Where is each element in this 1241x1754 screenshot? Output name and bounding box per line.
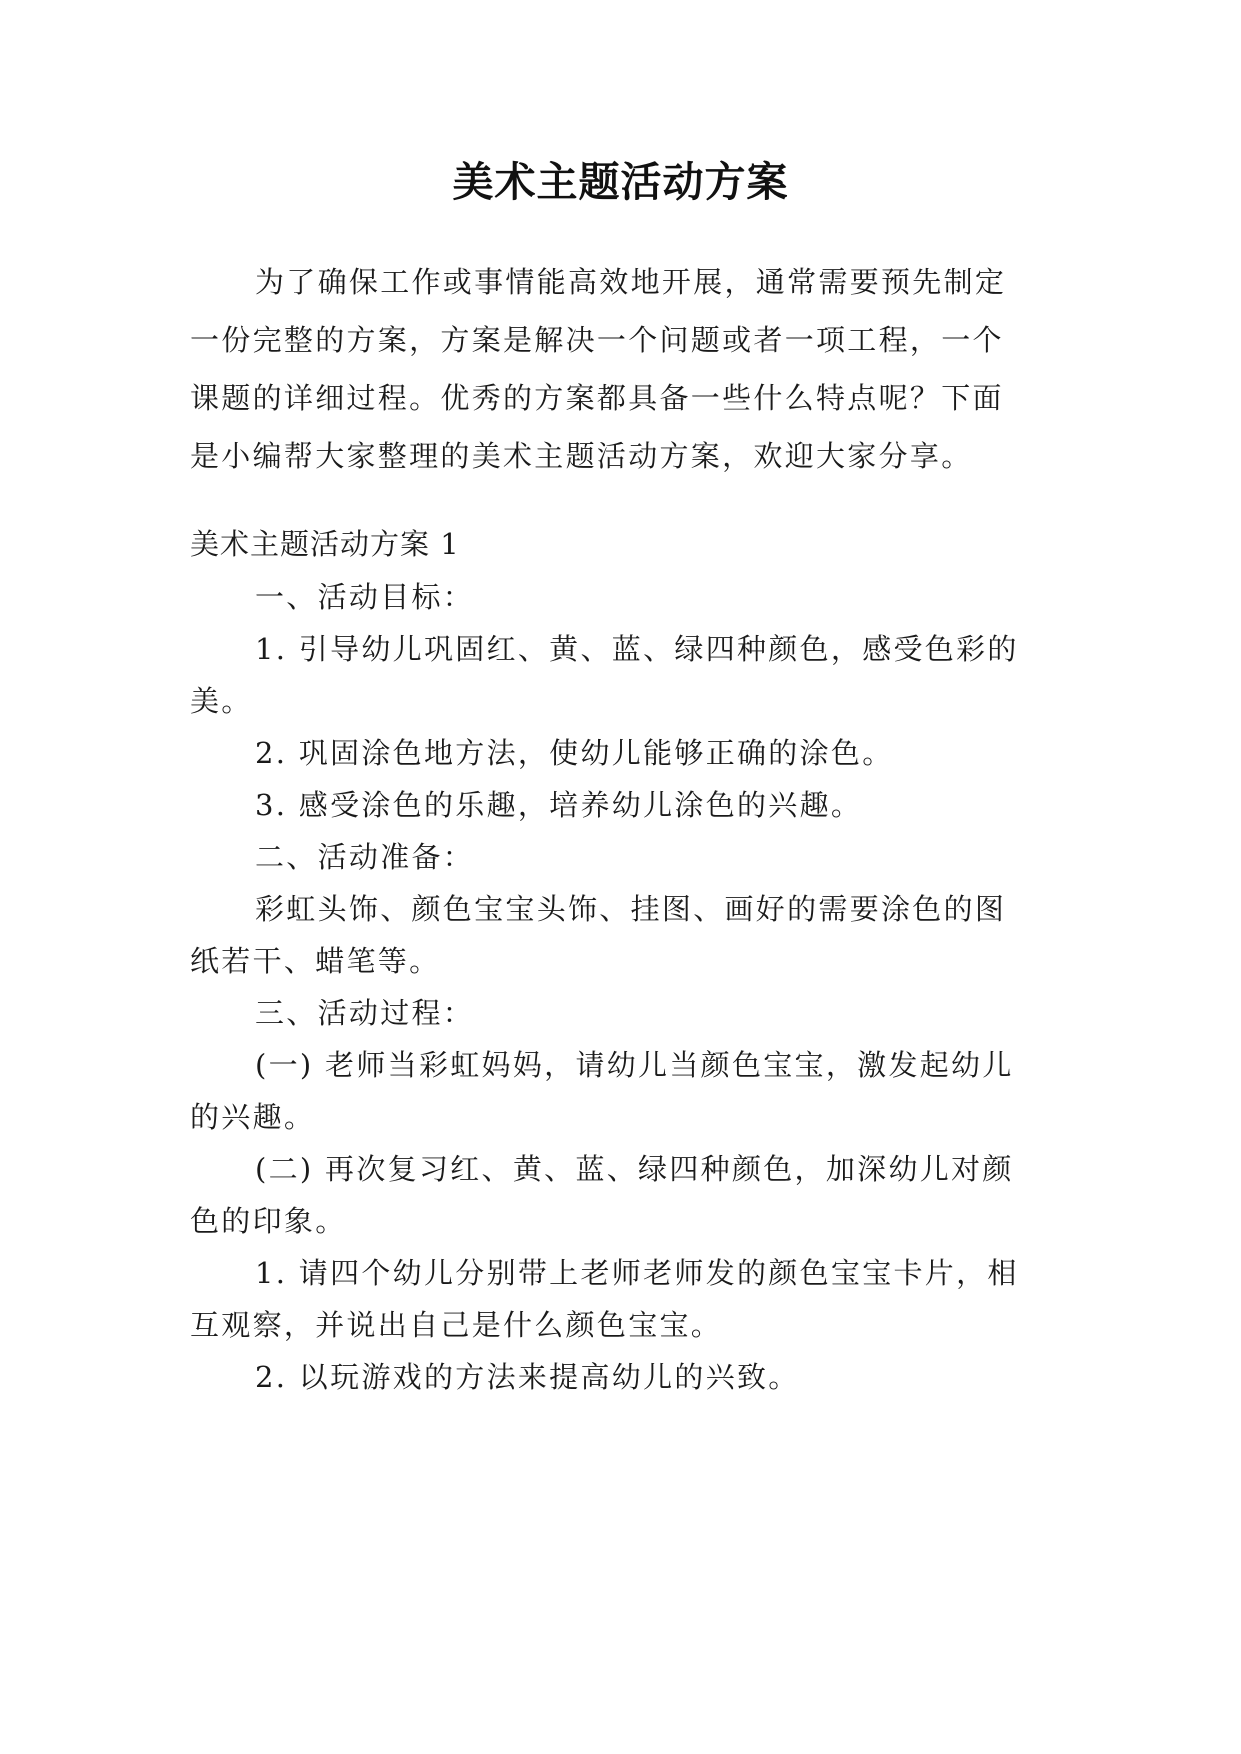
body-line: 色的印象。 [190,1204,347,1238]
body-line: (二) 再次复习红、黄、蓝、绿四种颜色，加深幼儿对颜 [255,1152,1014,1186]
body-line: 3. 感受涂色的乐趣，培养幼儿涂色的兴趣。 [255,788,863,822]
body-line: 1. 引导幼儿巩固红、黄、蓝、绿四种颜色，感受色彩的 [255,632,1019,666]
heading-objectives: 一、活动目标： [255,580,475,614]
intro-line: 是小编帮大家整理的美术主题活动方案，欢迎大家分享。 [190,439,973,473]
intro-line: 一份完整的方案，方案是解决一个问题或者一项工程，一个 [190,323,1004,357]
heading-preparation: 二、活动准备： [255,840,475,874]
heading-process: 三、活动过程： [255,996,475,1030]
body-line: 彩虹头饰、颜色宝宝头饰、挂图、画好的需要涂色的图 [255,892,1007,926]
intro-line: 课题的详细过程。优秀的方案都具备一些什么特点呢？下面 [190,381,1004,415]
body-line: 2. 巩固涂色地方法，使幼儿能够正确的涂色。 [255,736,894,770]
body-line: (一) 老师当彩虹妈妈，请幼儿当颜色宝宝，激发起幼儿 [255,1048,1014,1082]
body-line: 美。 [190,684,253,718]
document-title: 美术主题活动方案 [452,158,789,206]
body-line: 的兴趣。 [190,1100,316,1134]
body-line: 1. 请四个幼儿分别带上老师老师发的颜色宝宝卡片，相 [255,1256,1019,1290]
body-line: 纸若干、蜡笔等。 [190,944,441,978]
intro-line: 为了确保工作或事情能高效地开展，通常需要预先制定 [255,265,1007,299]
body-line: 互观察，并说出自己是什么颜色宝宝。 [190,1308,723,1342]
section-title: 美术主题活动方案 1 [190,527,460,561]
body-line: 2. 以玩游戏的方法来提高幼儿的兴致。 [255,1360,800,1394]
